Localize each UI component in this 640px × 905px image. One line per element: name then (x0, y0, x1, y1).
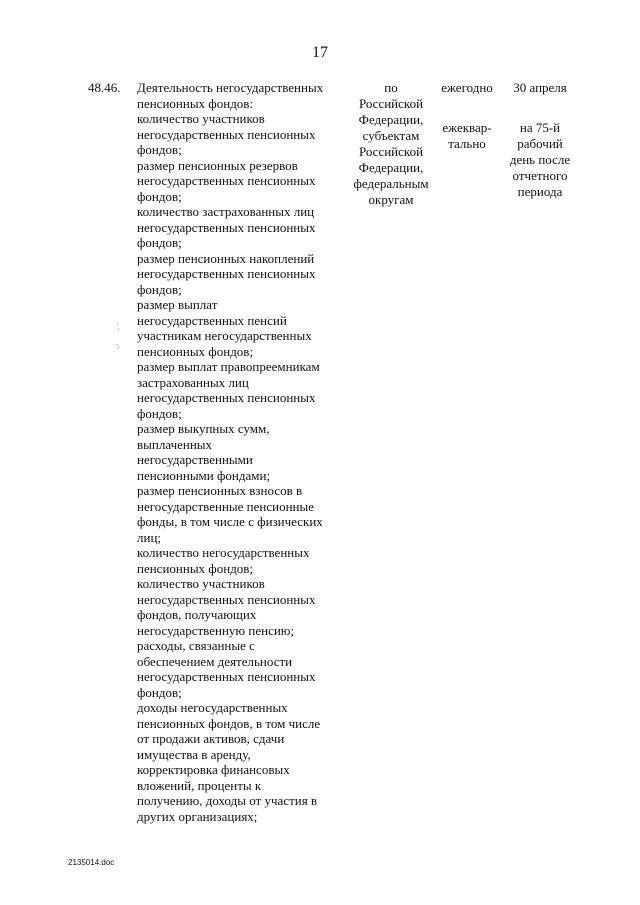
description-line: фондов; (137, 281, 182, 297)
deadline-quarterly-line: рабочий (517, 136, 563, 151)
description-line: негосударственных пенсионных (137, 126, 316, 142)
description-line: негосударственных пенсионных (137, 219, 316, 235)
description-line: фондов, получающих (137, 607, 257, 622)
deadline-quarterly-line: отчетного (512, 168, 568, 183)
description-line: застрахованных лиц (137, 374, 249, 390)
breakdown-line: округам (368, 192, 414, 207)
description-line: выплаченных (137, 436, 213, 452)
description-line: негосударственных пенсионных (137, 266, 316, 281)
description-line: количество застрахованных лиц (137, 204, 315, 219)
deadline-quarterly-line: периода (517, 184, 563, 199)
description-line: от продажи активов, сдачи (137, 731, 285, 746)
description-line: размер пенсионных взносов в (137, 483, 303, 498)
breakdown-line: Российской (358, 144, 424, 159)
description-line: пенсионными фондами; (137, 467, 271, 483)
description-line: доходы негосударственных (137, 700, 288, 715)
description-line: вложений, проценты к (137, 777, 262, 793)
description-line: количество участников (137, 576, 265, 591)
description-line: негосударственных пенсионных (137, 669, 316, 684)
description-line: получению, доходы от участия в (137, 793, 318, 808)
description-line: размер пенсионных накоплений (137, 250, 315, 266)
description-line: пенсионных фондов; (137, 343, 254, 359)
description-line: количество негосударственных (137, 545, 310, 560)
document-footer: 2135014.doc (68, 858, 115, 867)
description-line: лиц; (137, 529, 162, 545)
description-line: фондов; (137, 684, 182, 700)
deadline-annual: 30 апреля (513, 80, 567, 95)
breakdown-column (346, 80, 436, 208)
description-line: размер выплат (137, 297, 218, 312)
page-number: 17 (312, 44, 328, 61)
description-line: имущества в аренду, (137, 746, 251, 762)
deadline-quarterly-line: день после (509, 152, 571, 167)
description-line: фондов; (137, 142, 182, 157)
periodicity-quarterly-line: ежеквар- (442, 120, 492, 135)
description-line: пенсионных фондов, в том числе (137, 715, 321, 731)
description-line: количество участников (137, 111, 265, 126)
breakdown-line: Российской (358, 96, 424, 111)
description-line: фондов; (137, 235, 182, 250)
description-line: обеспечением деятельности (137, 653, 293, 669)
row-number: 48.46. (88, 80, 121, 95)
periodicity-annual: ежегодно (441, 80, 493, 95)
breakdown-line: Федерации, (358, 160, 424, 175)
breakdown-line: Федерации, (358, 112, 424, 127)
description-line: негосударственных пенсий (137, 312, 287, 328)
description-line: пенсионных фондов; (137, 560, 254, 576)
description-line: негосударственные пенсионные (137, 498, 315, 514)
breakdown-line: субъектам (362, 128, 420, 143)
description-line: корректировка финансовых (137, 762, 290, 777)
description-line: участникам негосударственных (137, 328, 312, 343)
periodicity-quarterly-line: тально (448, 136, 486, 151)
deadline-column (502, 80, 578, 200)
scan-mark (114, 342, 122, 352)
description-line: фондов; (137, 405, 182, 421)
breakdown-line: по (384, 80, 398, 95)
description-line: фонды, в том числе с физических (137, 514, 323, 529)
description-line: негосударственных пенсионных (137, 173, 316, 188)
description-line: размер выплат правопреемникам (137, 359, 320, 374)
description-line: негосударственными (137, 452, 253, 467)
description-line: Деятельность негосударственных (137, 80, 324, 95)
description-line: размер выкупных сумм, (137, 421, 270, 436)
scan-mark (114, 322, 122, 332)
indicator-description (137, 80, 347, 824)
description-line: расходы, связанные с (137, 638, 255, 653)
description-line: негосударственных пенсионных (137, 591, 316, 607)
description-line: фондов; (137, 188, 182, 204)
description-line: негосударственных пенсионных (137, 390, 316, 405)
periodicity-column (436, 80, 498, 152)
description-line: других организациях; (137, 808, 258, 824)
description-line: негосударственную пенсию; (137, 622, 295, 638)
description-line: размер пенсионных резервов (137, 157, 298, 173)
breakdown-line: федеральным (353, 176, 429, 191)
description-line: пенсионных фондов: (137, 95, 254, 111)
deadline-quarterly-line: на 75-й (519, 120, 561, 135)
